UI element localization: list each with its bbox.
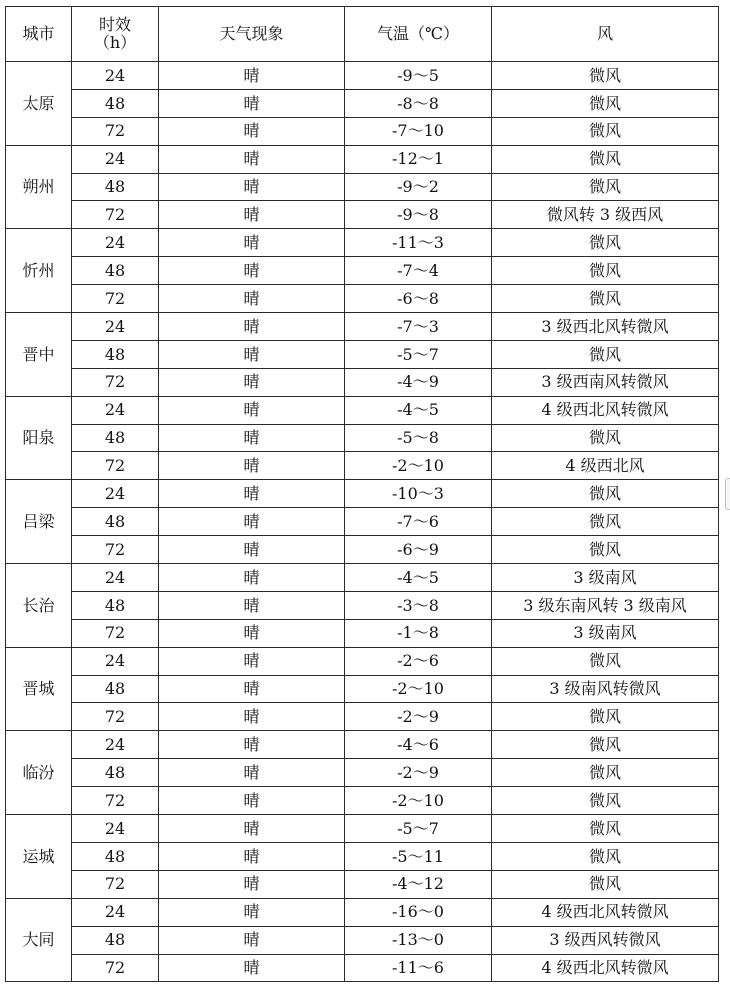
hours-cell: 24 xyxy=(72,313,159,341)
weather-cell: 晴 xyxy=(159,926,345,954)
weather-cell: 晴 xyxy=(159,731,345,759)
table-row xyxy=(6,201,719,229)
wind-cell: 微风 xyxy=(492,340,719,368)
hours-cell: 24 xyxy=(72,480,159,508)
hours-cell: 72 xyxy=(72,703,159,731)
temperature-cell: -2～9 xyxy=(345,703,492,731)
weather-cell: 晴 xyxy=(159,508,345,536)
temperature-cell: -9～2 xyxy=(345,173,492,201)
wind-cell: 微风 xyxy=(492,229,719,257)
wind-cell: 微风 xyxy=(492,842,719,870)
temperature-cell: -13～0 xyxy=(345,926,492,954)
wind-cell: 微风 xyxy=(492,508,719,536)
hours-cell: 72 xyxy=(72,536,159,564)
table-row xyxy=(6,368,719,396)
hours-cell: 48 xyxy=(72,173,159,201)
city-name-cell: 晋中 xyxy=(6,313,72,397)
table-row xyxy=(6,815,719,843)
hours-cell: 72 xyxy=(72,285,159,313)
city-name-cell: 晋城 xyxy=(6,647,72,731)
wind-cell: 微风 xyxy=(492,145,719,173)
weather-cell: 晴 xyxy=(159,564,345,592)
weather-cell: 晴 xyxy=(159,759,345,787)
hours-cell: 24 xyxy=(72,815,159,843)
city-name-cell: 运城 xyxy=(6,815,72,899)
wind-cell: 3 级西风转微风 xyxy=(492,926,719,954)
hours-cell: 48 xyxy=(72,759,159,787)
weather-cell: 晴 xyxy=(159,480,345,508)
table-row xyxy=(6,117,719,145)
weather-cell: 晴 xyxy=(159,145,345,173)
weather-cell: 晴 xyxy=(159,89,345,117)
table-row xyxy=(6,145,719,173)
header-hours-line1: 时效 xyxy=(98,15,131,35)
weather-cell: 晴 xyxy=(159,285,345,313)
wind-cell: 3 级西南风转微风 xyxy=(492,368,719,396)
header-temperature: 气温（℃） xyxy=(345,7,492,62)
city-name-cell: 大同 xyxy=(6,898,72,982)
wind-cell: 微风 xyxy=(492,731,719,759)
wind-cell: 3 级南风转微风 xyxy=(492,675,719,703)
wind-cell: 微风 xyxy=(492,759,719,787)
table-row xyxy=(6,424,719,452)
wind-cell: 4 级西北风转微风 xyxy=(492,954,719,982)
weather-cell: 晴 xyxy=(159,815,345,843)
weather-cell: 晴 xyxy=(159,424,345,452)
table-row xyxy=(6,89,719,117)
weather-cell: 晴 xyxy=(159,675,345,703)
table-row xyxy=(6,313,719,341)
hours-cell: 24 xyxy=(72,229,159,257)
wind-cell: 4 级西北风转微风 xyxy=(492,898,719,926)
hours-cell: 48 xyxy=(72,508,159,536)
temperature-cell: -11～3 xyxy=(345,229,492,257)
table-row xyxy=(6,173,719,201)
wind-cell: 3 级南风 xyxy=(492,619,719,647)
hours-cell: 72 xyxy=(72,954,159,982)
hours-cell: 24 xyxy=(72,647,159,675)
city-name-cell: 朔州 xyxy=(6,145,72,229)
header-hours xyxy=(72,7,159,62)
wind-cell: 微风 xyxy=(492,870,719,898)
weather-cell: 晴 xyxy=(159,787,345,815)
hours-cell: 24 xyxy=(72,564,159,592)
weather-cell: 晴 xyxy=(159,173,345,201)
hours-cell: 72 xyxy=(72,787,159,815)
temperature-cell: -12～1 xyxy=(345,145,492,173)
table-row xyxy=(6,675,719,703)
wind-cell: 微风 xyxy=(492,703,719,731)
temperature-cell: -8～8 xyxy=(345,89,492,117)
temperature-cell: -2～6 xyxy=(345,647,492,675)
wind-cell: 微风 xyxy=(492,89,719,117)
wind-cell: 4 级西北风 xyxy=(492,452,719,480)
table-row xyxy=(6,619,719,647)
table-row xyxy=(6,870,719,898)
header-wind: 风 xyxy=(492,7,719,62)
table-row xyxy=(6,787,719,815)
city-name-cell: 长治 xyxy=(6,564,72,648)
table-row xyxy=(6,898,719,926)
wind-cell: 3 级东南风转 3 级南风 xyxy=(492,591,719,619)
temperature-cell: -2～10 xyxy=(345,675,492,703)
hours-cell: 72 xyxy=(72,201,159,229)
temperature-cell: -4～5 xyxy=(345,396,492,424)
weather-cell: 晴 xyxy=(159,842,345,870)
weather-cell: 晴 xyxy=(159,647,345,675)
hours-cell: 48 xyxy=(72,340,159,368)
table-row xyxy=(6,536,719,564)
temperature-cell: -10～3 xyxy=(345,480,492,508)
weather-cell: 晴 xyxy=(159,898,345,926)
temperature-cell: -5～11 xyxy=(345,842,492,870)
temperature-cell: -9～5 xyxy=(345,62,492,90)
temperature-cell: -2～10 xyxy=(345,787,492,815)
header-city: 城市 xyxy=(6,7,72,62)
temperature-cell: -7～6 xyxy=(345,508,492,536)
wind-cell: 微风 xyxy=(492,815,719,843)
table-row xyxy=(6,731,719,759)
wind-cell: 微风 xyxy=(492,62,719,90)
weather-cell: 晴 xyxy=(159,257,345,285)
window-edge-handle[interactable] xyxy=(725,478,730,510)
city-name-cell: 阳泉 xyxy=(6,396,72,480)
hours-cell: 48 xyxy=(72,257,159,285)
weather-cell: 晴 xyxy=(159,536,345,564)
hours-cell: 72 xyxy=(72,452,159,480)
temperature-cell: -4～12 xyxy=(345,870,492,898)
hours-cell: 24 xyxy=(72,62,159,90)
hours-cell: 48 xyxy=(72,926,159,954)
temperature-cell: -3～8 xyxy=(345,591,492,619)
weather-cell: 晴 xyxy=(159,591,345,619)
weather-cell: 晴 xyxy=(159,229,345,257)
temperature-cell: -11～6 xyxy=(345,954,492,982)
table-row xyxy=(6,229,719,257)
temperature-cell: -7～3 xyxy=(345,313,492,341)
wind-cell: 微风 xyxy=(492,647,719,675)
hours-cell: 48 xyxy=(72,591,159,619)
weather-cell: 晴 xyxy=(159,117,345,145)
weather-cell: 晴 xyxy=(159,62,345,90)
table-row xyxy=(6,480,719,508)
hours-cell: 24 xyxy=(72,145,159,173)
table-row xyxy=(6,703,719,731)
temperature-cell: -6～8 xyxy=(345,285,492,313)
temperature-cell: -7～10 xyxy=(345,117,492,145)
wind-cell: 3 级南风 xyxy=(492,564,719,592)
wind-cell: 微风 xyxy=(492,285,719,313)
wind-cell: 微风 xyxy=(492,536,719,564)
weather-cell: 晴 xyxy=(159,313,345,341)
table-row xyxy=(6,62,719,90)
weather-cell: 晴 xyxy=(159,452,345,480)
weather-cell: 晴 xyxy=(159,703,345,731)
table-row xyxy=(6,842,719,870)
table-row xyxy=(6,452,719,480)
temperature-cell: -4～9 xyxy=(345,368,492,396)
header-hours-line2: （h） xyxy=(93,33,137,52)
temperature-cell: -4～5 xyxy=(345,564,492,592)
table-row xyxy=(6,591,719,619)
weather-cell: 晴 xyxy=(159,340,345,368)
weather-cell: 晴 xyxy=(159,201,345,229)
table-row xyxy=(6,285,719,313)
temperature-cell: -5～7 xyxy=(345,340,492,368)
hours-cell: 72 xyxy=(72,368,159,396)
hours-cell: 48 xyxy=(72,424,159,452)
hours-cell: 72 xyxy=(72,117,159,145)
temperature-cell: -9～8 xyxy=(345,201,492,229)
table-body xyxy=(6,62,719,982)
hours-cell: 48 xyxy=(72,842,159,870)
wind-cell: 微风 xyxy=(492,173,719,201)
hours-cell: 24 xyxy=(72,731,159,759)
hours-cell: 72 xyxy=(72,619,159,647)
hours-cell: 24 xyxy=(72,898,159,926)
weather-cell: 晴 xyxy=(159,396,345,424)
weather-cell: 晴 xyxy=(159,619,345,647)
table-row xyxy=(6,340,719,368)
city-name-cell: 忻州 xyxy=(6,229,72,313)
table-row xyxy=(6,759,719,787)
table-row xyxy=(6,257,719,285)
hours-cell: 24 xyxy=(72,396,159,424)
wind-cell: 微风 xyxy=(492,480,719,508)
weather-cell: 晴 xyxy=(159,954,345,982)
header-row xyxy=(6,7,719,62)
table-row xyxy=(6,926,719,954)
wind-cell: 4 级西北风转微风 xyxy=(492,396,719,424)
temperature-cell: -6～9 xyxy=(345,536,492,564)
table-row xyxy=(6,396,719,424)
temperature-cell: -5～7 xyxy=(345,815,492,843)
table-row xyxy=(6,647,719,675)
temperature-cell: -4～6 xyxy=(345,731,492,759)
weather-cell: 晴 xyxy=(159,368,345,396)
hours-cell: 48 xyxy=(72,675,159,703)
wind-cell: 3 级西北风转微风 xyxy=(492,313,719,341)
temperature-cell: -5～8 xyxy=(345,424,492,452)
wind-cell: 微风 xyxy=(492,424,719,452)
table-row xyxy=(6,954,719,982)
forecast-table xyxy=(5,6,719,982)
temperature-cell: -1～8 xyxy=(345,619,492,647)
city-name-cell: 太原 xyxy=(6,62,72,146)
hours-cell: 48 xyxy=(72,89,159,117)
wind-cell: 微风 xyxy=(492,787,719,815)
temperature-cell: -2～9 xyxy=(345,759,492,787)
table-header xyxy=(6,7,719,62)
temperature-cell: -7～4 xyxy=(345,257,492,285)
wind-cell: 微风 xyxy=(492,257,719,285)
city-name-cell: 临汾 xyxy=(6,731,72,815)
temperature-cell: -16～0 xyxy=(345,898,492,926)
hours-cell: 72 xyxy=(72,870,159,898)
wind-cell: 微风 xyxy=(492,117,719,145)
city-name-cell: 吕梁 xyxy=(6,480,72,564)
table-row xyxy=(6,508,719,536)
table-row xyxy=(6,564,719,592)
temperature-cell: -2～10 xyxy=(345,452,492,480)
weather-cell: 晴 xyxy=(159,870,345,898)
header-weather: 天气现象 xyxy=(159,7,345,62)
wind-cell: 微风转 3 级西风 xyxy=(492,201,719,229)
